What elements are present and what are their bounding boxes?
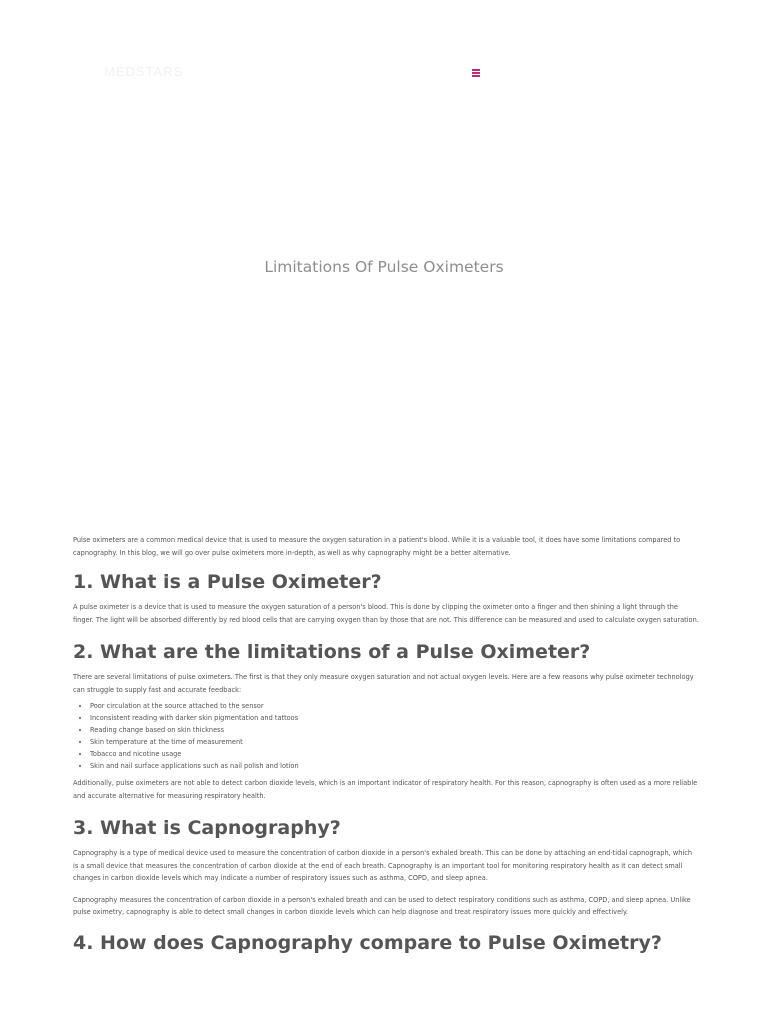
section-heading-what-is-capnography: 3. What is Capnography?: [73, 817, 341, 839]
list-item: • Tobacco and nicotine usage: [90, 748, 699, 760]
list-item: • Reading change based on skin thickness: [90, 724, 699, 736]
article-body: [73, 534, 699, 955]
list-item: • Inconsistent reading with darker skin pigmentation and tattoos: [90, 712, 699, 724]
section-heading-comparison: 4. How does Capnography compare to Pulse Oximetry?: [73, 931, 662, 954]
hamburger-menu-icon[interactable]: [470, 66, 484, 78]
section-paragraph: Capnography is a type of medical device used to measure the concentration of carbon dioxide in a person's exhaled breath. This can be done by attaching an end-tidal capnograph, which is a small device that measures the concentration of carbon dioxide at the end of each breath. Capnography is an important tool for monitoring respiratory health as it can detect small changes in carbon dioxide levels which may indicate a number of respiratory issues such as asthma, COPD, and sleep apnea.: [73, 849, 693, 882]
list-item: • Skin temperature at the time of measurement: [90, 736, 699, 748]
section-paragraph: Capnography measures the concentration of carbon dioxide in a person's exhaled breath and can be used to detect respiratory conditions such as asthma, COPD, and sleep apnea. Unlike pulse oximetry, capnography is able to detect small changes in carbon dioxide levels which can help diagnose and treat respiratory issues more quickly and effectively.: [73, 895, 691, 916]
limitations-list: [73, 700, 699, 772]
page-title: Limitations Of Pulse Oximeters: [264, 258, 504, 276]
list-item: • Poor circulation at the source attached to the sensor: [90, 700, 699, 712]
section-heading-limitations: 2. What are the limitations of a Pulse Oximeter?: [73, 641, 591, 663]
intro-paragraph: Pulse oximeters are a common medical device that is used to measure the oxygen saturation in a patient's blood. While it is a valuable tool, it does have some limitations compared to capnography. In this blog, we will go over pulse oximeters more in-depth, as well as why capnography might be a better alternative.: [73, 536, 681, 557]
site-header: [0, 0, 768, 150]
section-paragraph: A pulse oximeter is a device that is used to measure the oxygen saturation of a person's blood. This is done by clipping the oximeter onto a finger and then shining a light through the finger. The light will be absorbed differently by red blood cells that are carrying oxygen than by those that are not. This difference can be measured and used to calculate oxygen saturation.: [73, 603, 699, 624]
section-paragraph: Additionally, pulse oximeters are not able to detect carbon dioxide levels, which is an important indicator of respiratory health. For this reason, capnography is often used as a more reliable and accurate alternative for measuring respiratory health.: [73, 779, 698, 800]
list-item: • Skin and nail surface applications such as nail polish and lotion: [90, 760, 699, 772]
section-paragraph: There are several limitations of pulse oximeters. The first is that they only measure oxygen saturation and not actual oxygen levels. Here are a few reasons why pulse oximeter technology can struggle to supply fast and accurate feedback:: [73, 673, 694, 694]
site-logo[interactable]: MEDSTARS: [104, 64, 184, 79]
section-heading-what-is-pulse-oximeter: 1. What is a Pulse Oximeter?: [73, 571, 382, 593]
